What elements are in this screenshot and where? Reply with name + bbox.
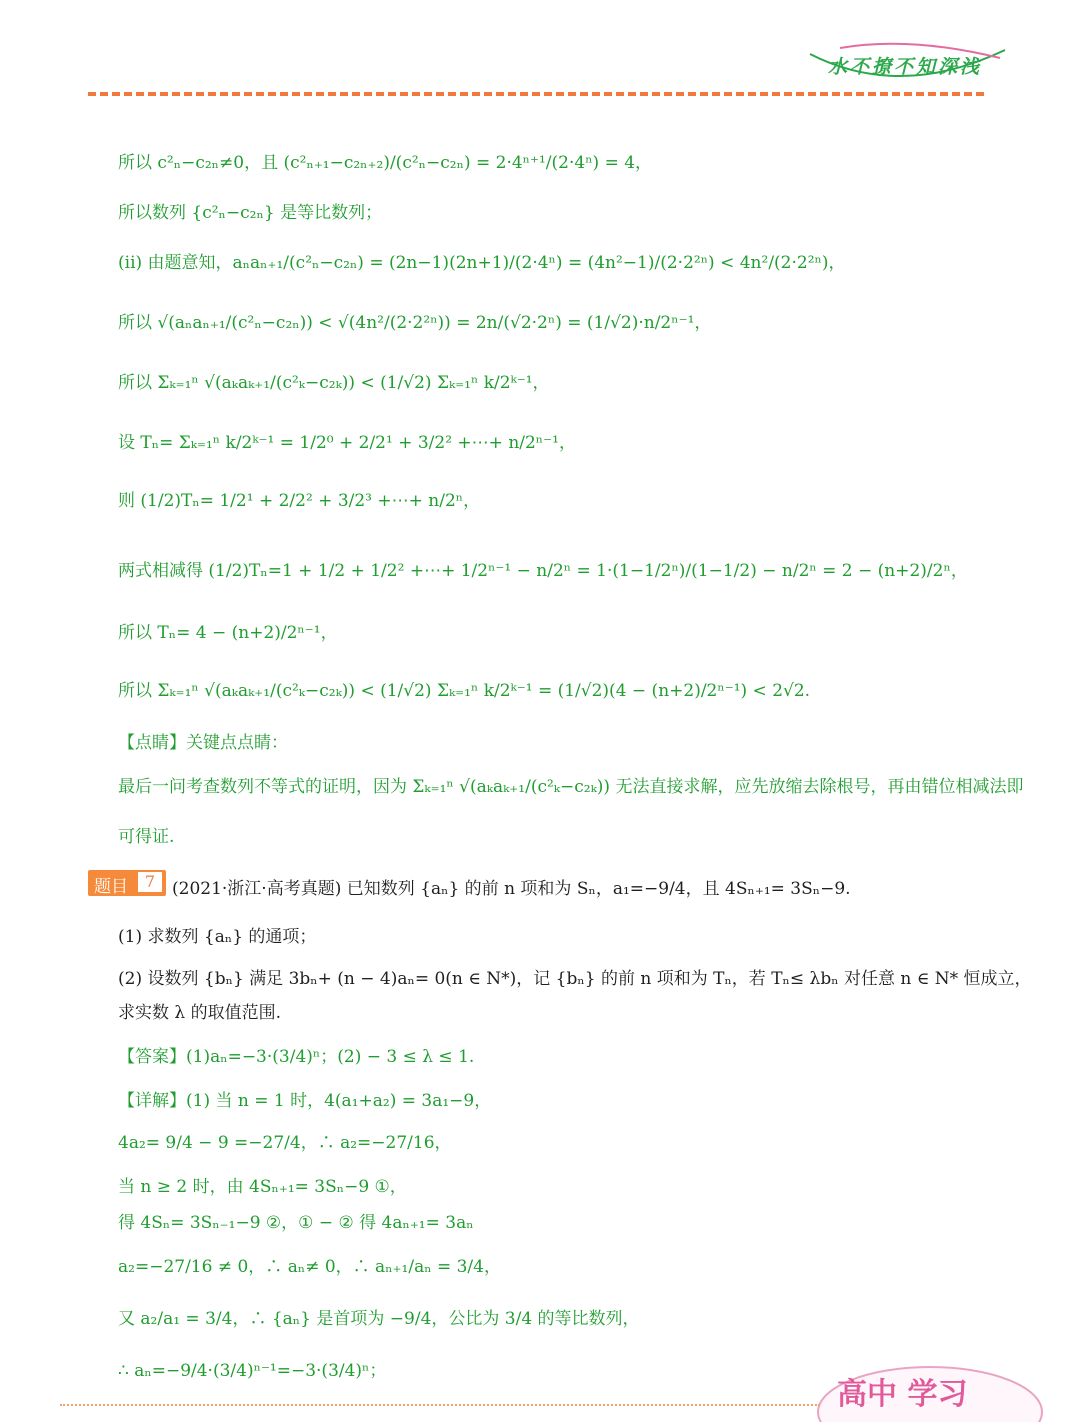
solution-line-8: 两式相减得 (1/2)Tₙ=1 + 1/2 + 1/2² +⋯+ 1/2ⁿ⁻¹ − n/2ⁿ = 1·(1−1/2ⁿ)/(1−1/2) − n/2ⁿ = 2 − (n+2)/2ⁿ， — [118, 561, 968, 581]
detail-line-7: ∴ aₙ=−9/4·(3/4)ⁿ⁻¹=−3·(3/4)ⁿ； — [118, 1361, 387, 1381]
problem-tag-number: 7 — [138, 872, 162, 892]
key-point-line-1: 最后一问考查数列不等式的证明，因为 Σₖ₌₁ⁿ √(aₖaₖ₊₁/(c²ₖ−c₂ₖ)) 无法直接求解，应先放缩去除根号，再由错位相减法即 — [118, 777, 1024, 797]
solution-line-6: 设 Tₙ= Σₖ₌₁ⁿ k/2ᵏ⁻¹ = 1/2⁰ + 2/2¹ + 3/2² +⋯+ n/2ⁿ⁻¹， — [118, 433, 576, 453]
problem-question-1: (1) 求数列 {aₙ} 的通项； — [118, 927, 317, 947]
problem-statement: (2021·浙江·高考真题) 已知数列 {aₙ} 的前 n 项和为 Sₙ，a₁=−9/4，且 4Sₙ₊₁= 3Sₙ−9. — [172, 879, 851, 899]
detail-line-2: 4a₂= 9/4 − 9 =−27/4，∴ a₂=−27/16， — [118, 1133, 452, 1153]
solution-line-5: 所以 Σₖ₌₁ⁿ √(aₖaₖ₊₁/(c²ₖ−c₂ₖ)) < (1/√2) Σₖ₌₁ⁿ k/2ᵏ⁻¹， — [118, 373, 550, 393]
solution-line-4: 所以 √(aₙaₙ₊₁/(c²ₙ−c₂ₙ)) < √(4n²/(2·2²ⁿ)) = 2n/(√2·2ⁿ) = (1/√2)·n/2ⁿ⁻¹， — [118, 313, 712, 333]
footer-sticker — [815, 1362, 1045, 1422]
detail-line-5: a₂=−27/16 ≠ 0，∴ aₙ≠ 0，∴ aₙ₊₁/aₙ = 3/4， — [118, 1257, 501, 1277]
header-brand-text: 水不撩不知深浅 — [828, 56, 983, 78]
solution-line-3: (ii) 由题意知，aₙaₙ₊₁/(c²ₙ−c₂ₙ) = (2n−1)(2n+1)/(2·4ⁿ) = (4n²−1)/(2·2²ⁿ) < 4n²/(2·2²ⁿ)， — [118, 253, 846, 273]
problem-tag — [88, 870, 166, 896]
solution-line-1: 所以 c²ₙ−c₂ₙ≠0，且 (c²ₙ₊₁−c₂ₙ₊₂)/(c²ₙ−c₂ₙ) = 2·4ⁿ⁺¹/(2·4ⁿ) = 4， — [118, 153, 653, 173]
solution-line-9: 所以 Tₙ= 4 − (n+2)/2ⁿ⁻¹， — [118, 623, 338, 643]
solution-line-7: 则 (1/2)Tₙ= 1/2¹ + 2/2² + 3/2³ +⋯+ n/2ⁿ， — [118, 491, 481, 511]
detail-line-1: 【详解】(1) 当 n = 1 时，4(a₁+a₂) = 3a₁−9， — [118, 1091, 492, 1111]
detail-line-4: 得 4Sₙ= 3Sₙ₋₁−9 ②，① − ② 得 4aₙ₊₁= 3aₙ — [118, 1213, 474, 1233]
solution-line-10: 所以 Σₖ₌₁ⁿ √(aₖaₖ₊₁/(c²ₖ−c₂ₖ)) < (1/√2) Σₖ₌₁ⁿ k/2ᵏ⁻¹ = (1/√2)(4 − (n+2)/2ⁿ⁻¹) < 2√2. — [118, 681, 811, 701]
footer-dotted-line — [60, 1404, 820, 1406]
detail-line-6: 又 a₂/a₁ = 3/4，∴ {aₙ} 是首项为 −9/4，公比为 3/4 的等比数列， — [118, 1309, 640, 1329]
problem-tag-label: 题目 — [94, 877, 128, 897]
key-point-heading: 【点睛】关键点点睛： — [118, 733, 288, 753]
problem-question-2b: 求实数 λ 的取值范围. — [118, 1003, 281, 1023]
header-divider — [88, 92, 984, 96]
detail-line-3: 当 n ≥ 2 时，由 4Sₙ₊₁= 3Sₙ−9 ①， — [118, 1177, 407, 1197]
footer-sticker-text: 高中 学习 — [837, 1377, 968, 1412]
solution-line-2: 所以数列 {c²ₙ−c₂ₙ} 是等比数列； — [118, 203, 383, 223]
key-point-line-2: 可得证. — [118, 827, 175, 847]
problem-question-2a: (2) 设数列 {bₙ} 满足 3bₙ+ (n − 4)aₙ= 0(n ∈ N*)，记 {bₙ} 的前 n 项和为 Tₙ，若 Tₙ≤ λbₙ 对任意 n ∈ N* 恒成立， — [118, 969, 1032, 989]
answer-line: 【答案】(1)aₙ=−3·(3/4)ⁿ；(2) − 3 ≤ λ ≤ 1. — [118, 1047, 475, 1067]
